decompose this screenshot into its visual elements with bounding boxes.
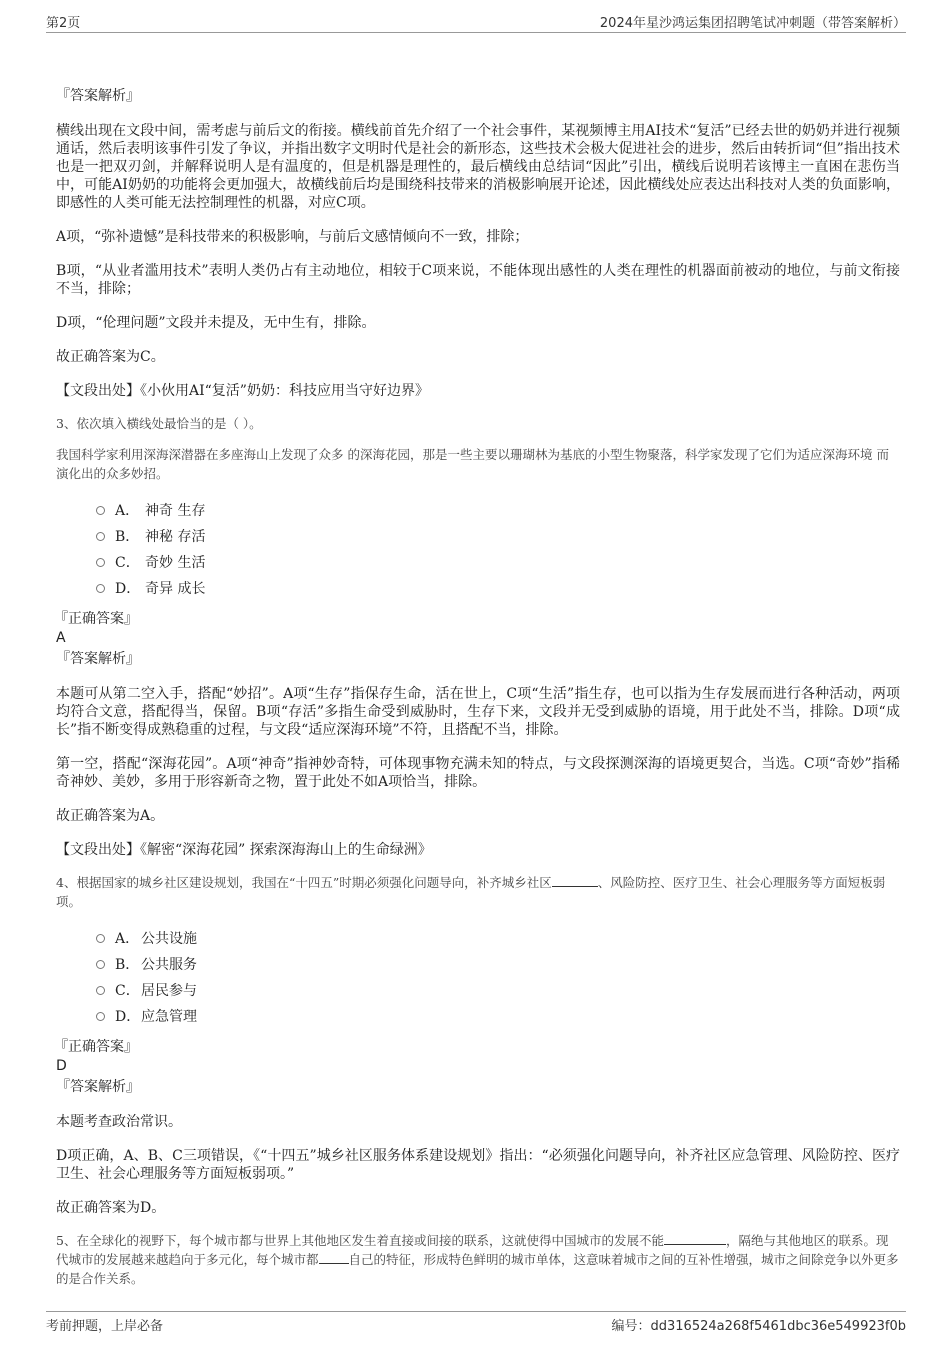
option-text: 应急管理 — [141, 1009, 197, 1025]
analysis-paragraph: 故正确答案为D。 — [56, 1200, 166, 1216]
option-text: 奇异 成长 — [145, 581, 206, 597]
option-letter: B． — [115, 529, 140, 545]
correct-answer: D — [56, 1058, 67, 1074]
option-letter: B． — [115, 957, 140, 973]
radio-icon[interactable] — [96, 558, 105, 567]
analysis-paragraph: 故正确答案为A。 — [56, 808, 165, 824]
option-letter: C． — [115, 555, 140, 571]
document-code: 编号：dd316524a268f5461dbc36e549923f0b — [611, 1319, 906, 1334]
analysis-label: 『答案解析』 — [56, 651, 140, 667]
analysis-paragraph: D项，“伦理问题”文段并未提及，无中生有，排除。 — [56, 315, 376, 331]
option-d[interactable] — [96, 575, 900, 601]
option-b[interactable] — [96, 523, 900, 549]
radio-icon[interactable] — [96, 584, 105, 593]
option-letter: D． — [115, 1009, 141, 1025]
radio-icon[interactable] — [96, 532, 105, 541]
source-citation: 【文段出处】《小伙用AI“复活”奶奶：科技应用当守好边界》 — [56, 383, 429, 399]
correct-answer-label: 『正确答案』 — [54, 611, 138, 627]
radio-icon[interactable] — [96, 960, 105, 969]
question-5 — [56, 1231, 900, 1288]
question-4 — [56, 873, 900, 1217]
radio-icon[interactable] — [96, 986, 105, 995]
option-list — [96, 497, 900, 601]
question-title: 5、在全球化的视野下，每个城市都与世界上其他地区发生着直接或间接的联系，这就使得中国城市的发展不能 ，隔绝与其他地区的联系。现代城市的发展越来越趋向于多元化，每个城市都 自己的特征，形成特色鲜明的城市单体，这意味着城市之间的互补性增强，城市之间除竞争以外更多的是合作关系。 — [56, 1233, 899, 1286]
radio-icon[interactable] — [96, 1012, 105, 1021]
question-title: 3、依次填入横线处最恰当的是（ ）。 — [56, 416, 262, 431]
analysis-label: 『答案解析』 — [56, 88, 140, 104]
option-b[interactable] — [96, 951, 900, 977]
option-text: 神奇 生存 — [145, 503, 206, 519]
option-d[interactable] — [96, 1003, 900, 1029]
analysis-label: 『答案解析』 — [56, 1079, 140, 1095]
option-text: 神秘 存活 — [145, 529, 206, 545]
question-title: 4、根据国家的城乡社区建设规划，我国在“十四五”时期必须强化问题导向，补齐城乡社区 、风险防控、医疗卫生、社会心理服务等方面短板弱项。 — [56, 875, 886, 909]
option-a[interactable] — [96, 925, 900, 951]
option-c[interactable] — [96, 549, 900, 575]
option-a[interactable] — [96, 497, 900, 523]
analysis-paragraph: 本题考查政治常识。 — [56, 1114, 182, 1130]
radio-icon[interactable] — [96, 506, 105, 515]
page-number: 第2页 — [46, 16, 81, 31]
correct-answer-label: 『正确答案』 — [54, 1039, 138, 1055]
footer-slogan: 考前押题，上岸必备 — [46, 1319, 164, 1334]
page-content — [56, 86, 900, 1288]
analysis-paragraph: A项，“弥补遗憾”是科技带来的积极影响，与前后文感情倾向不一致，排除； — [56, 229, 529, 245]
analysis-paragraph: 本题可从第二空入手，搭配“妙招”。A项“生存”指保存生命，活在世上，C项“生活”指生存，也可以指为生存发展而进行各种活动，两项均符合文意，搭配得当，保留。B项“存活”多指生命受到威胁时，生存下来，文段并无受到威胁的语境，用于此处不当，排除。D项“成长”指不断变得成熟稳重的过程，与文段“适应深海环境”不符，且搭配不当，排除。 — [56, 686, 900, 738]
option-letter: A． — [115, 931, 140, 947]
analysis-paragraph: 横线出现在文段中间，需考虑与前后文的衔接。横线前首先介绍了一个社会事件，某视频博主用AI技术“复活”已经去世的奶奶并进行视频通话，然后表明该事件引发了争议，并指出数字文明时代是社会的新形态，这些技术会极大促进社会的进步，然后由转折词“但”指出技术也是一把双刃剑，并解释说明人是有温度的，但是机器是理性的，最后横线由总结词“因此”引出，横线后说明若该博主一直困在悲伤当中，可能AI奶奶的功能将会更加强大，故横线前后均是围绕科技带来的消极影响展开论述，因此横线处应表达出科技对人类的负面影响，即感性的人类可能无法控制理性的机器，对应C项。 — [56, 123, 900, 211]
source-citation: 【文段出处】《解密“深海花园” 探索深海海山上的生命绿洲》 — [56, 842, 432, 858]
answer-blank — [319, 1251, 349, 1264]
option-list — [96, 925, 900, 1029]
question-3 — [56, 414, 900, 859]
answer-blank — [664, 1232, 726, 1245]
answer-blank — [552, 874, 598, 887]
page-footer — [46, 1311, 906, 1334]
q2-analysis-section — [56, 86, 900, 400]
document-title: 2024年星沙鸿运集团招聘笔试冲刺题（带答案解析） — [599, 16, 906, 31]
option-text: 居民参与 — [141, 983, 197, 999]
analysis-paragraph: 故正确答案为C。 — [56, 349, 165, 365]
option-letter: A． — [115, 503, 140, 519]
option-letter: D． — [115, 581, 141, 597]
option-letter: C． — [115, 983, 140, 999]
analysis-paragraph: B项，“从业者滥用技术”表明人类仍占有主动地位，相较于C项来说，不能体现出感性的人类在理性的机器面前被动的地位，与前文衔接不当，排除； — [56, 263, 900, 297]
analysis-paragraph: D项正确，A、B、C三项错误，《“十四五”城乡社区服务体系建设规划》指出：“必须强化问题导向，补齐社区应急管理、风险防控、医疗卫生、社会心理服务等方面短板弱项。” — [56, 1148, 900, 1182]
option-c[interactable] — [96, 977, 900, 1003]
page-header — [46, 12, 906, 33]
option-text: 公共服务 — [141, 957, 197, 973]
option-text: 公共设施 — [141, 931, 197, 947]
radio-icon[interactable] — [96, 934, 105, 943]
analysis-paragraph: 第一空，搭配“深海花园”。A项“神奇”指神妙奇特，可体现事物充满未知的特点，与文段探测深海的语境更契合，当选。C项“奇妙”指稀奇神妙、美妙，多用于形容新奇之物，置于此处不如A项恰当，排除。 — [56, 756, 900, 790]
option-text: 奇妙 生活 — [145, 555, 206, 571]
correct-answer: A — [56, 630, 66, 646]
question-body: 我国科学家利用深海深潜器在多座海山上发现了众多 的深海花园，那是一些主要以珊瑚林为基底的小型生物聚落，科学家发现了它们为适应深海环境 而演化出的众多妙招。 — [56, 447, 889, 481]
